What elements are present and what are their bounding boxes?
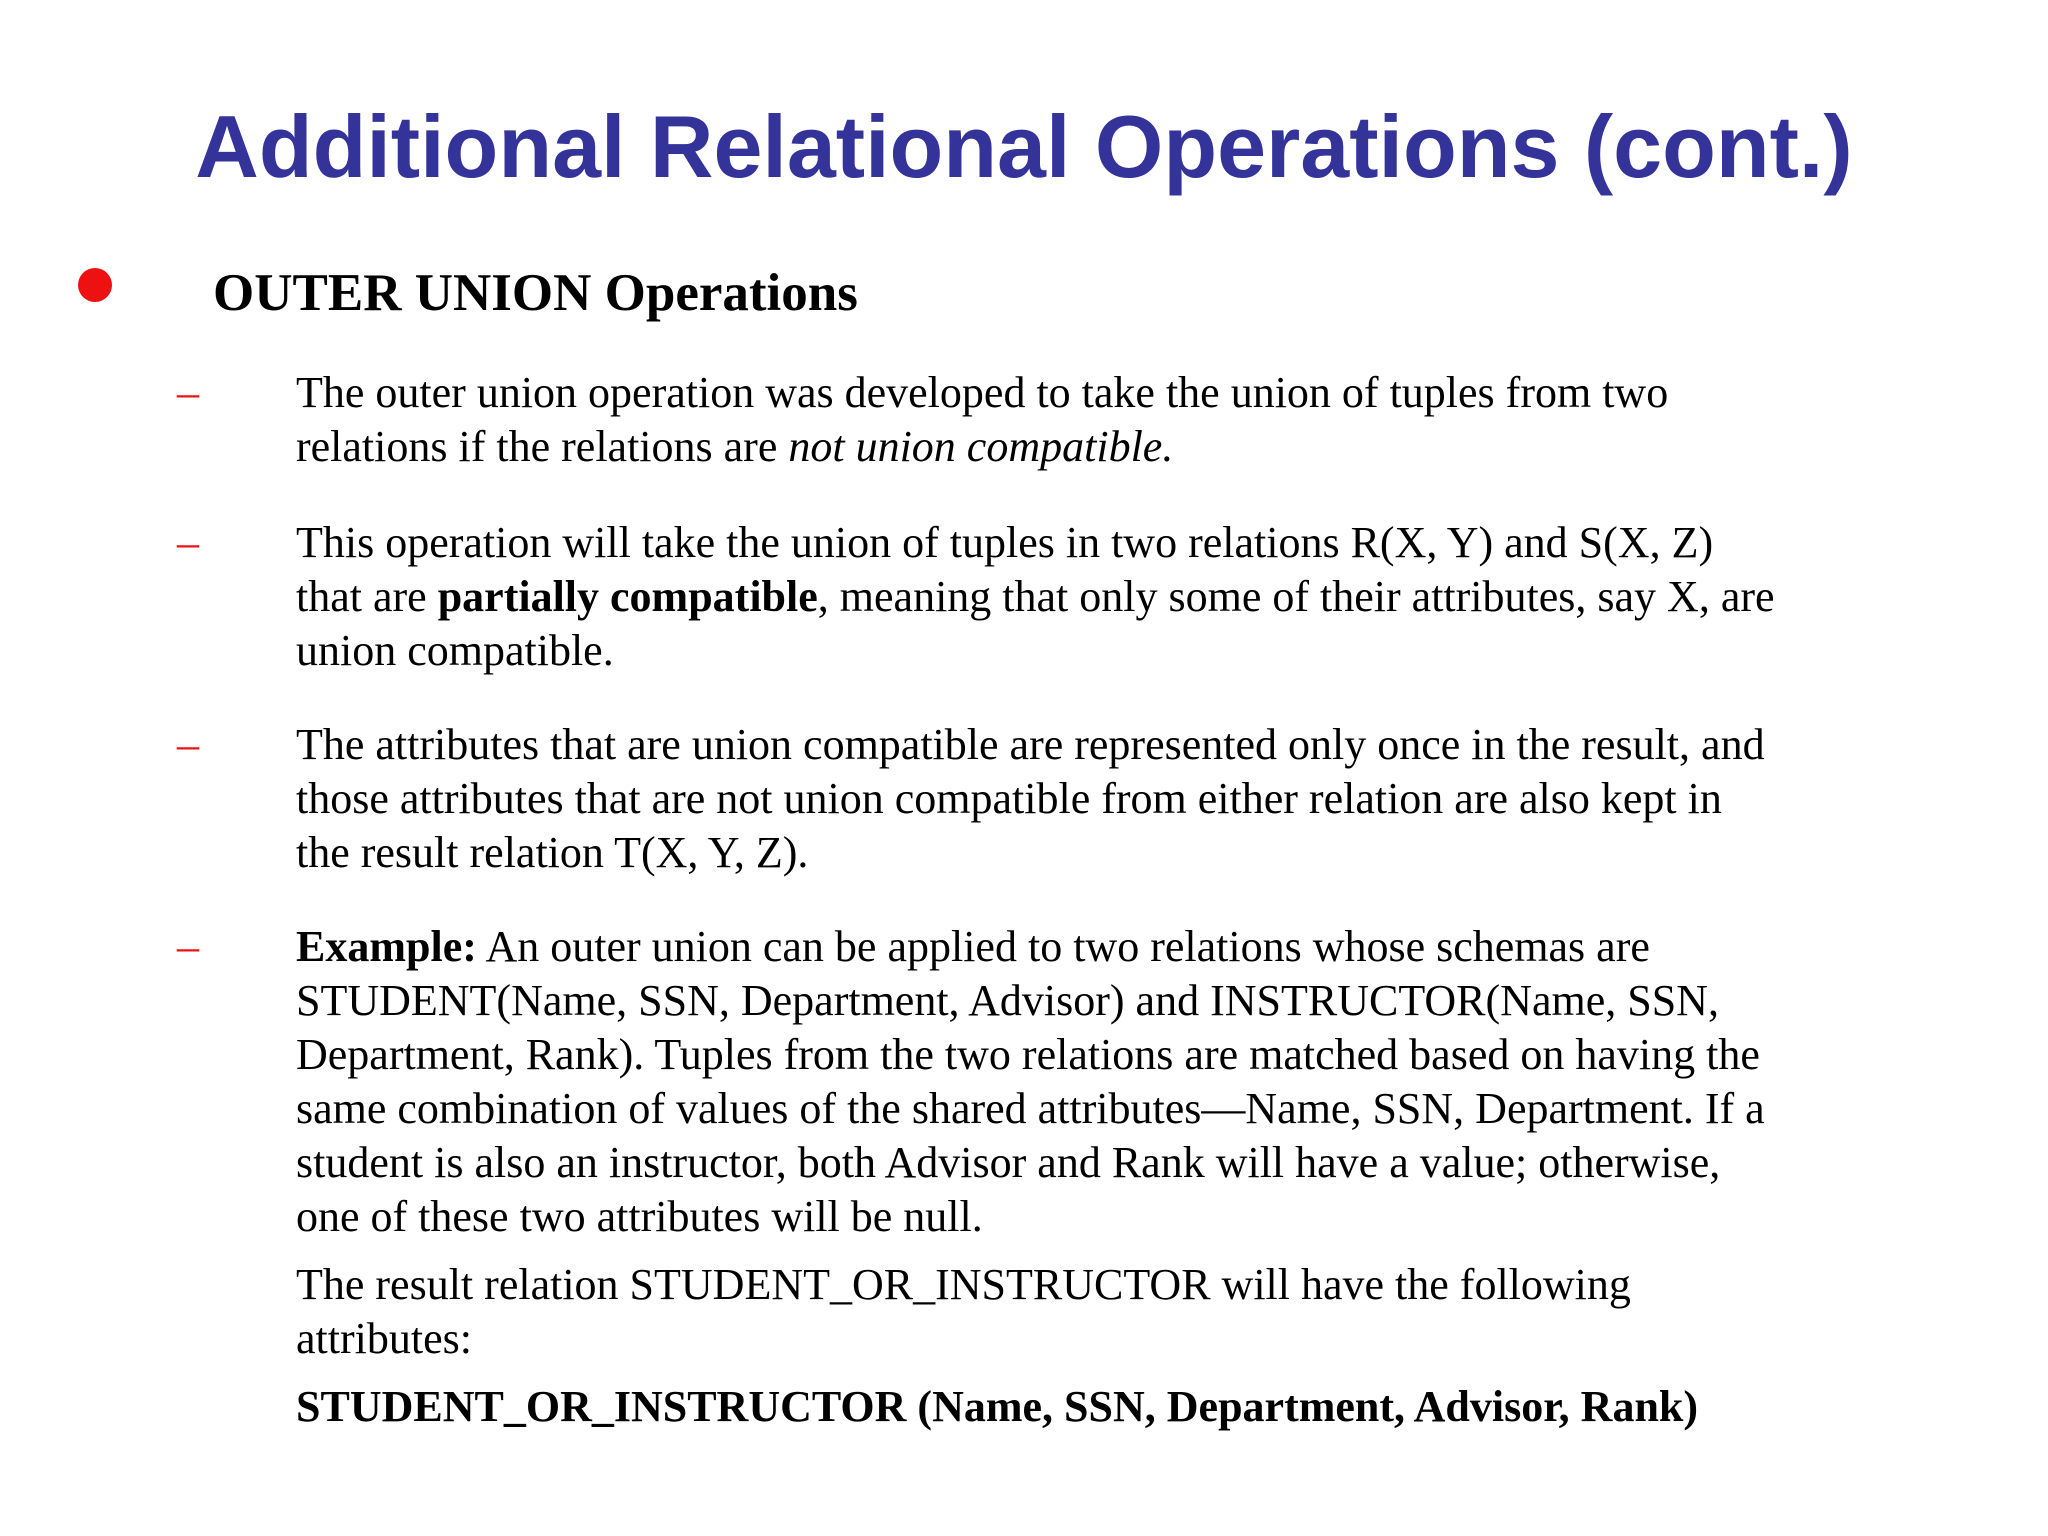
sub-item-text: [296, 920, 2016, 1434]
text-line: one of these two attributes will be null.: [296, 1192, 983, 1241]
text-line: student is also an instructor, both Advisor and Rank will have a value; otherwise,: [296, 1138, 1721, 1187]
text-line: The outer union operation was developed to take the union of tuples from two: [296, 368, 1669, 417]
text-line: same combination of values of the shared attributes—Name, SSN, Department. If a: [296, 1084, 1765, 1133]
result-note-line: The result relation STUDENT_OR_INSTRUCTOR will have the following: [296, 1260, 1631, 1309]
result-schema-line: STUDENT_OR_INSTRUCTOR (Name, SSN, Department, Advisor, Rank): [296, 1382, 1699, 1431]
text-line: This operation will take the union of tuples in two relations R(X, Y) and S(X, Z): [296, 518, 1714, 567]
text-line: relations if the relations are not union compatible.: [296, 422, 1174, 471]
sub-item-text: [296, 366, 2016, 474]
text-line: union compatible.: [296, 626, 614, 675]
text-line: the result relation T(X, Y, Z).: [296, 828, 809, 877]
sub-item-text: [296, 718, 2016, 880]
text-line: The attributes that are union compatible are represented only once in the result, and: [296, 720, 1765, 769]
text-line: that are partially compatible, meaning that only some of their attributes, say X, are: [296, 572, 1775, 621]
section-heading: OUTER UNION Operations: [213, 264, 858, 322]
text-line: those attributes that are not union compatible from either relation are also kept in: [296, 774, 1722, 823]
result-note-line: attributes:: [296, 1314, 472, 1363]
text-line: STUDENT(Name, SSN, Department, Advisor) and INSTRUCTOR(Name, SSN,: [296, 976, 1719, 1025]
dash-icon: –: [177, 720, 199, 769]
text-line: Department, Rank). Tuples from the two relations are matched based on having the: [296, 1030, 1760, 1079]
dash-icon: –: [177, 518, 199, 567]
dash-icon: –: [177, 368, 199, 417]
bullet-dot-icon: [78, 268, 112, 302]
text-line: Example: An outer union can be applied to two relations whose schemas are: [296, 922, 1650, 971]
slide-title: Additional Relational Operations (cont.): [195, 97, 1853, 196]
dash-icon: –: [177, 922, 199, 971]
sub-item-text: [296, 516, 2016, 678]
